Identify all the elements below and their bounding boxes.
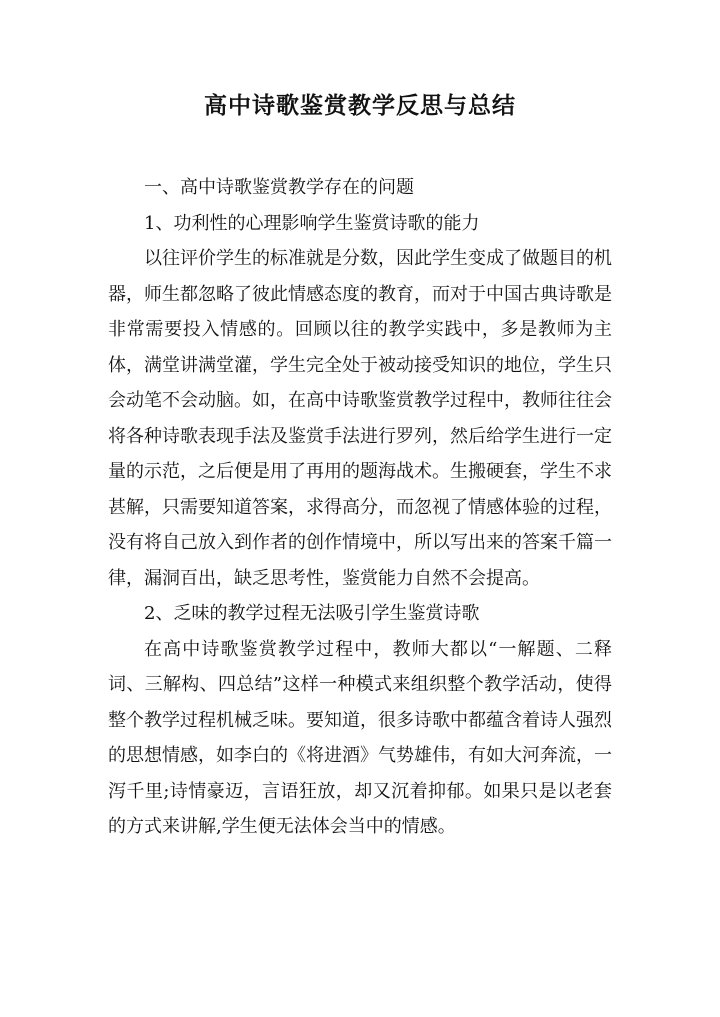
- paragraph-1: 以往评价学生的标准就是分数，因此学生变成了做题目的机器，师生都忽略了彼此情感态度的教育，而对于中国古典诗歌是非常需要投入情感的。回顾以往的教学实践中，多是教师为主体，满堂讲满堂灌，学生完全处于被动接受知识的地位，学生只会动笔不会动脑。如，在高中诗歌鉴赏教学过程中，教师往往会将各种诗歌表现手法及鉴赏手法进行罗列，然后给学生进行一定量的示范，之后便是用了再用的题海战术。生搬硬套，学生不求甚解，只需要知道答案，求得高分，而忽视了情感体验的过程，没有将自己放入到作者的创作情境中，所以写出来的答案千篇一律，漏洞百出，缺乏思考性，鉴赏能力自然不会提高。: [108, 248, 612, 589]
- section-heading-1: 一、高中诗歌鉴赏教学存在的问题: [144, 177, 414, 198]
- document-title: 高中诗歌鉴赏教学反思与总结: [204, 93, 516, 119]
- document-body: [108, 170, 612, 845]
- paragraph-2: 在高中诗歌鉴赏教学过程中，教师大都以“一解题、二释词、三解构、四总结”这样一种模式来组织整个教学活动，使得整个教学过程机械乏味。要知道，很多诗歌中都蕴含着诗人强烈的思想情感，如李白的《将进酒》气势雄伟，有如大河奔流，一泻千里;诗情豪迈，言语狂放，却又沉着抑郁。如果只是以老套的方式来讲解,学生便无法体会当中的情感。: [108, 638, 612, 837]
- subsection-heading-2: 2、乏味的教学过程无法吸引学生鉴赏诗歌: [144, 603, 480, 624]
- subsection-heading-1: 1、功利性的心理影响学生鉴赏诗歌的能力: [144, 212, 480, 234]
